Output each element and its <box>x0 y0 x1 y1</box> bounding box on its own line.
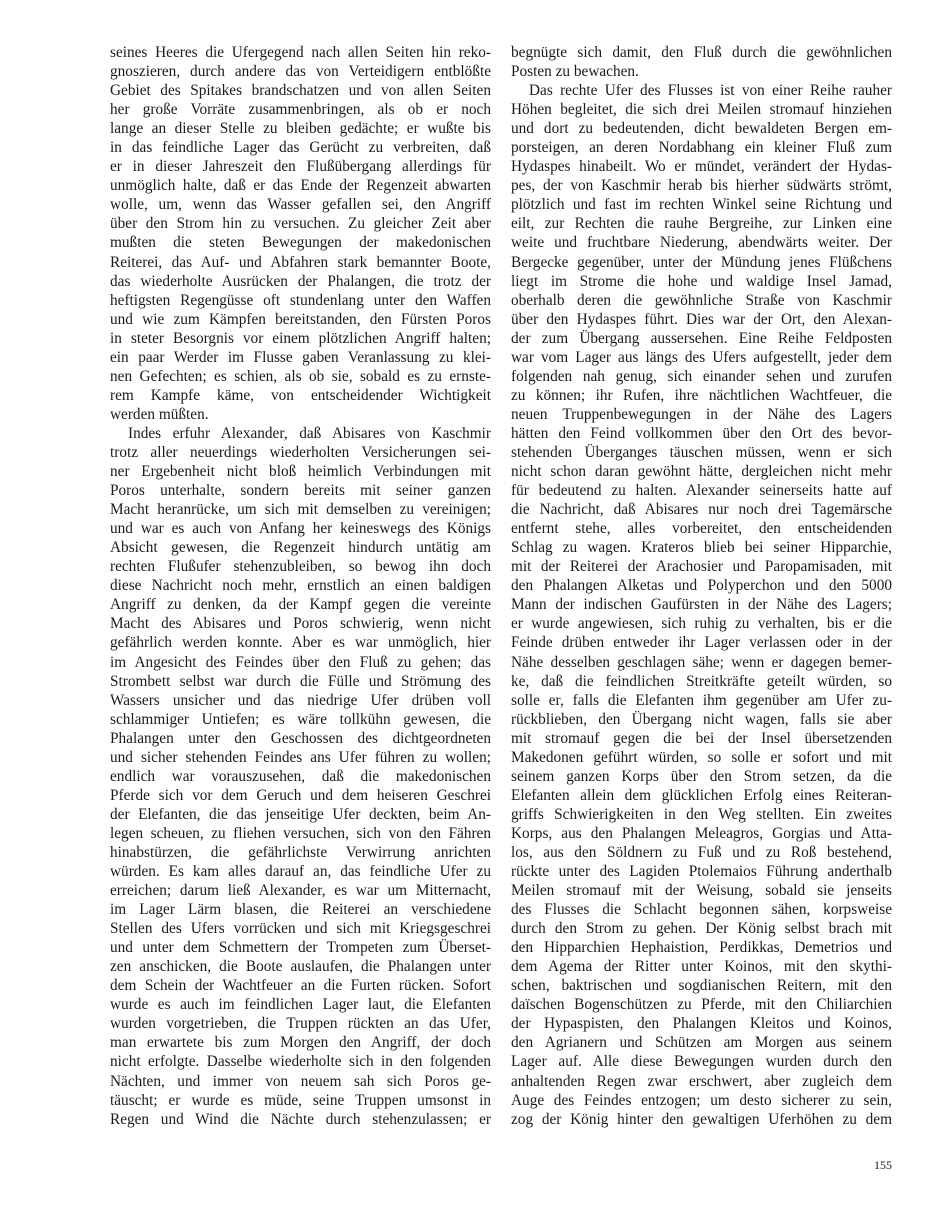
text-line: Strombett selbst war durch die Fülle und Strömung des <box>110 672 491 690</box>
text-line: hätten den Feind vollkommen über den Ort des bevor- <box>511 424 892 442</box>
text-line: griffs Schwierigkeiten in den Weg stellten. Ein zweites <box>511 805 892 823</box>
text-line: war vom Lager aus längs des Ufers aufgestellt, jeder dem <box>511 348 892 366</box>
text-line: lange an dieser Stelle zu bleiben gedächte; er wußte bis <box>110 120 491 138</box>
text-line: das wiederholte Ausrücken der Phalangen, die trotz der <box>110 272 491 290</box>
text-line: der Elefanten, die das jenseitige Ufer deckten, beim An- <box>110 805 491 823</box>
text-line: oberhalb deren die gewöhnliche Straße von Kaschmir <box>511 291 892 309</box>
text-line: gefährlich werden konnte. Aber es war unmöglich, hier <box>110 634 491 652</box>
text-line: dem Agema der Ritter unter Koinos, mit den skythi- <box>511 958 892 976</box>
page-number: 155 <box>874 1158 892 1172</box>
right-text-column <box>511 43 892 1129</box>
text-line: Höhen begleitet, die sich drei Meilen stromauf hinziehen <box>511 101 892 119</box>
text-line: Nächten, und immer von neuem sah sich Poros ge- <box>110 1072 491 1090</box>
text-line: durch den Strom zu gehen. Der König selbst brach mit <box>511 920 892 938</box>
text-line: legen scheuen, zu fliehen versuchen, sich von den Fähren <box>110 824 491 842</box>
text-line: anhaltenden Regen zwar erschwert, aber zugleich dem <box>511 1072 892 1090</box>
text-line: gnoszieren, durch andere das von Verteidigern entblößte <box>110 63 491 81</box>
text-line: solle er, falls die Elefanten ihm gegenüber am Ufer zu- <box>511 691 892 709</box>
text-line: zu können; ihr Rufen, ihre nächtlichen Wachtfeuer, die <box>511 386 892 404</box>
text-line: Feinde drüben entweder ihr Lager verlassen oder in der <box>511 634 892 652</box>
text-line: heftigsten Regengüsse oft stundenlang unter den Waffen <box>110 291 491 309</box>
text-line: schen, baktrischen und sogdianischen Reitern, mit den <box>511 977 892 995</box>
left-text-column <box>110 43 491 1129</box>
text-line: ke, daß die feindlichen Streitkräfte geteilt würden, so <box>511 672 892 690</box>
text-line: rechten Flußufer stehenzubleiben, so bewog ihn doch <box>110 558 491 576</box>
text-line: nicht schon daran gewöhnt hätte, dergleichen nicht mehr <box>511 463 892 481</box>
text-line: Bergecke gegenüber, unter der Mündung jenes Flüßchens <box>511 253 892 271</box>
text-line: liegt im Strome die hohe und waldige Insel Jamad, <box>511 272 892 290</box>
text-line: neuen Truppenbewegungen in der Nähe des Lagers <box>511 405 892 423</box>
text-line: der zum Übergang aussersehen. Eine Reihe Feldposten <box>511 329 892 347</box>
text-line: wurden vorgetrieben, die Truppen rückten an das Ufer, <box>110 1015 491 1033</box>
text-line: weite und fruchtbare Niederung, abendwärts weiter. Der <box>511 234 892 252</box>
text-line: Hydaspes hinabeilt. Wo er mündet, verändert der Hydas- <box>511 158 892 176</box>
text-line: rem Kampfe käme, von entscheidender Wichtigkeit <box>110 386 491 404</box>
text-line: er in dieser Jahreszeit den Flußübergang allerdings für <box>110 158 491 176</box>
text-line: Wassers unsicher und das niedrige Ufer drüben voll <box>110 691 491 709</box>
text-line: und unter dem Schmettern der Trompeten zum Überset- <box>110 939 491 957</box>
text-line: plötzlich und fast im rechten Winkel seine Richtung und <box>511 196 892 214</box>
text-line: im Angesicht des Feindes über den Fluß zu gehen; das <box>110 653 491 671</box>
text-line: die Nachricht, daß Abisares nur noch drei Tagemärsche <box>511 501 892 519</box>
text-line: des Flusses die Schlacht begonnen sähen, korpsweise <box>511 901 892 919</box>
text-line: diese Nachricht noch mehr, ernstlich an einen baldigen <box>110 577 491 595</box>
text-line: hinabstürzen, die gefährlichste Verwirrung anrichten <box>110 843 491 861</box>
text-line: los, aus den Söldnern zu Fuß und zu Roß bestehend, <box>511 843 892 861</box>
text-line: Gebiet des Spitakes brandschatzen und von allen Seiten <box>110 82 491 100</box>
text-line: seines Heeres die Ufergegend nach allen Seiten hin reko- <box>110 44 491 61</box>
text-line: Macht heranrücke, um sich mit demselben zu vereinigen; <box>110 501 491 519</box>
text-line: über den Hydaspes führt. Dies war der Ort, den Alexan- <box>511 310 892 328</box>
text-line: erreichen; darum ließ Alexander, es war um Mitternacht, <box>110 882 491 900</box>
text-line: mußten die steten Bewegungen der makedonischen <box>110 234 491 252</box>
text-line: dem Schein der Wachtfeuer an die Furten rücken. Sofort <box>110 977 491 995</box>
text-line: schlammiger Untiefen; es wäre tollkühn gewesen, die <box>110 710 491 728</box>
text-line: Phalangen unter den Geschossen des dichtgeordneten <box>110 729 491 747</box>
text-line: den Agrianern und Schützen am Morgen aus seinem <box>511 1034 892 1052</box>
text-line: Poros unterhalte, sondern bereits mit seiner ganzen <box>110 482 491 500</box>
text-line: daïschen Bogenschützen zu Pferde, mit den Chiliarchien <box>511 996 892 1014</box>
text-line: Lager auf. Alle diese Bewegungen wurden durch den <box>511 1053 892 1071</box>
text-line: der Hypaspisten, den Phalangen Kleitos und Koinos, <box>511 1015 892 1033</box>
text-line: den Phalangen Alketas und Polyperchon und den 5000 <box>511 577 892 595</box>
text-line: und wie zum Kämpfen bereitstanden, den Fürsten Poros <box>110 310 491 328</box>
text-line: eilt, zur Rechten die rauhe Bergreihe, zur Linken eine <box>511 215 892 233</box>
text-line: rückblieben, den Übergang nicht wagen, falls sie aber <box>511 710 892 728</box>
text-line: und dort zu bedeutenden, dicht bewaldeten Bergen em- <box>511 120 892 138</box>
text-line: pes, der von Kaschmir herab bis hierher südwärts strömt, <box>511 177 892 195</box>
text-line: Makedonen geführt würden, so solle er sofort und mit <box>511 748 892 766</box>
text-line: endlich war vorauszusehen, daß die makedonischen <box>110 767 491 785</box>
text-line: Indes erfuhr Alexander, daß Abisares von Kaschmir <box>128 424 491 442</box>
text-line: Auge des Feindes entzogen; um desto sicherer zu sein, <box>511 1091 892 1109</box>
text-line: Schlag zu wagen. Krateros blieb bei seiner Hipparchie, <box>511 539 892 557</box>
text-line: in das feindliche Lager das Gerücht zu verbreiten, daß <box>110 139 491 157</box>
text-line: Angriff zu denken, da der Kampf gegen die vereinte <box>110 596 491 614</box>
text-line: her große Vorräte zusammenbringen, als ob er noch <box>110 101 491 119</box>
text-line: wolle, um, wenn das Wasser gefallen sei, den Angriff <box>110 196 491 214</box>
text-line: Stellen des Ufers vorrücken und sich mit Kriegsgeschrei <box>110 920 491 938</box>
text-line: er wurde angewiesen, sich ruhig zu verhalten, bis er die <box>511 615 892 633</box>
text-line: Reiterei, das Auf- und Abfahren stark bemannter Boote, <box>110 253 491 271</box>
text-line: Absicht gewesen, die Regenzeit hindurch untätig am <box>110 539 491 557</box>
text-line: ein paar Werder im Flusse gaben Veranlassung zu klei- <box>110 348 491 366</box>
text-line: nen Gefechten; es schien, als ob sie, sobald es zu ernste- <box>110 367 491 385</box>
text-line: und sicher stehenden Feindes ans Ufer führen zu wollen; <box>110 748 491 766</box>
text-line: Mann der indischen Gaufürsten in der Nähe des Lagers; <box>511 596 892 614</box>
text-line: für bedeutend zu halten. Alexander seinerseits hatte auf <box>511 482 892 500</box>
text-line: seinem ganzen Korps über den Strom setzen, da die <box>511 767 892 785</box>
text-line: den Hipparchien Hephaistion, Perdikkas, Demetrios und <box>511 939 892 957</box>
text-line: Elefanten allein dem glücklichen Erfolg eines Reiteran- <box>511 786 892 804</box>
text-line: zen anschicken, die Boote auslaufen, die Phalangen unter <box>110 958 491 976</box>
text-line: porsteigen, an deren Nordabhang ein kleiner Fluß zum <box>511 139 892 157</box>
text-line: zog der König hinter den gewaltigen Uferhöhen zu dem <box>511 1110 892 1128</box>
text-line: täuscht; er wurde es müde, seine Truppen umsonst in <box>110 1091 491 1109</box>
text-line: würden. Es kam alles darauf an, das feindliche Ufer zu <box>110 863 491 881</box>
text-line: stehenden Überganges täuschen müssen, wenn er sich <box>511 443 892 461</box>
text-line: Posten zu bewachen. <box>511 63 639 81</box>
text-line: Korps, aus den Phalangen Meleagros, Gorgias und Atta- <box>511 824 892 842</box>
text-line: und war es auch von Anfang her keineswegs des Königs <box>110 520 491 538</box>
text-line: Das rechte Ufer des Flusses ist von einer Reihe rauher <box>529 82 892 100</box>
text-line: über den Strom hin zu versuchen. Zu gleicher Zeit aber <box>110 215 491 233</box>
text-line: folgenden nah genug, sich einander sehen und zurufen <box>511 367 892 385</box>
text-line: mit der Reiterei der Arachosier und Paropamisaden, mit <box>511 558 892 576</box>
text-line: trotz aller neuerdings wiederholten Versicherungen sei- <box>110 443 491 461</box>
text-line: mit stromauf gegen die bei der Insel übersetzenden <box>511 729 892 747</box>
text-line: Pferde sich vor dem Geruch und dem heiseren Geschrei <box>110 786 491 804</box>
text-line: nicht erfolgte. Dasselbe wiederholte sich in den folgenden <box>110 1053 491 1071</box>
text-line: ner Ergebenheit nicht bloß heimlich Verbindungen mit <box>110 463 491 481</box>
text-line: unmöglich halte, daß er das Ende der Regenzeit abwarten <box>110 177 491 195</box>
text-line: man erwartete bis zum Morgen den Angriff, der doch <box>110 1034 491 1052</box>
text-line: Regen und Wind die Nächte durch stehenzulassen; er <box>110 1110 491 1128</box>
text-line: rückte unter des Lagiden Ptolemaios Führung anderthalb <box>511 863 892 881</box>
text-line: entfernt stehe, alles vorbereitet, den entscheidenden <box>511 520 892 538</box>
text-line: Nähe desselben geschlagen sähe; wenn er dagegen bemer- <box>511 653 892 671</box>
text-line: Meilen stromauf mit der Weisung, sobald sie jenseits <box>511 882 892 900</box>
text-line: wurde es auch im feindlichen Lager laut, die Elefanten <box>110 996 491 1014</box>
text-line: in steter Besorgnis vor einem plötzlichen Angriff halten; <box>110 329 491 347</box>
text-line: begnügte sich damit, den Fluß durch die gewöhnlichen <box>511 44 892 61</box>
text-line: im Lager Lärm blasen, die Reiterei an verschiedene <box>110 901 491 919</box>
text-line: Macht des Abisares und Poros schwierig, wenn nicht <box>110 615 491 633</box>
text-line: werden müßten. <box>110 405 209 423</box>
